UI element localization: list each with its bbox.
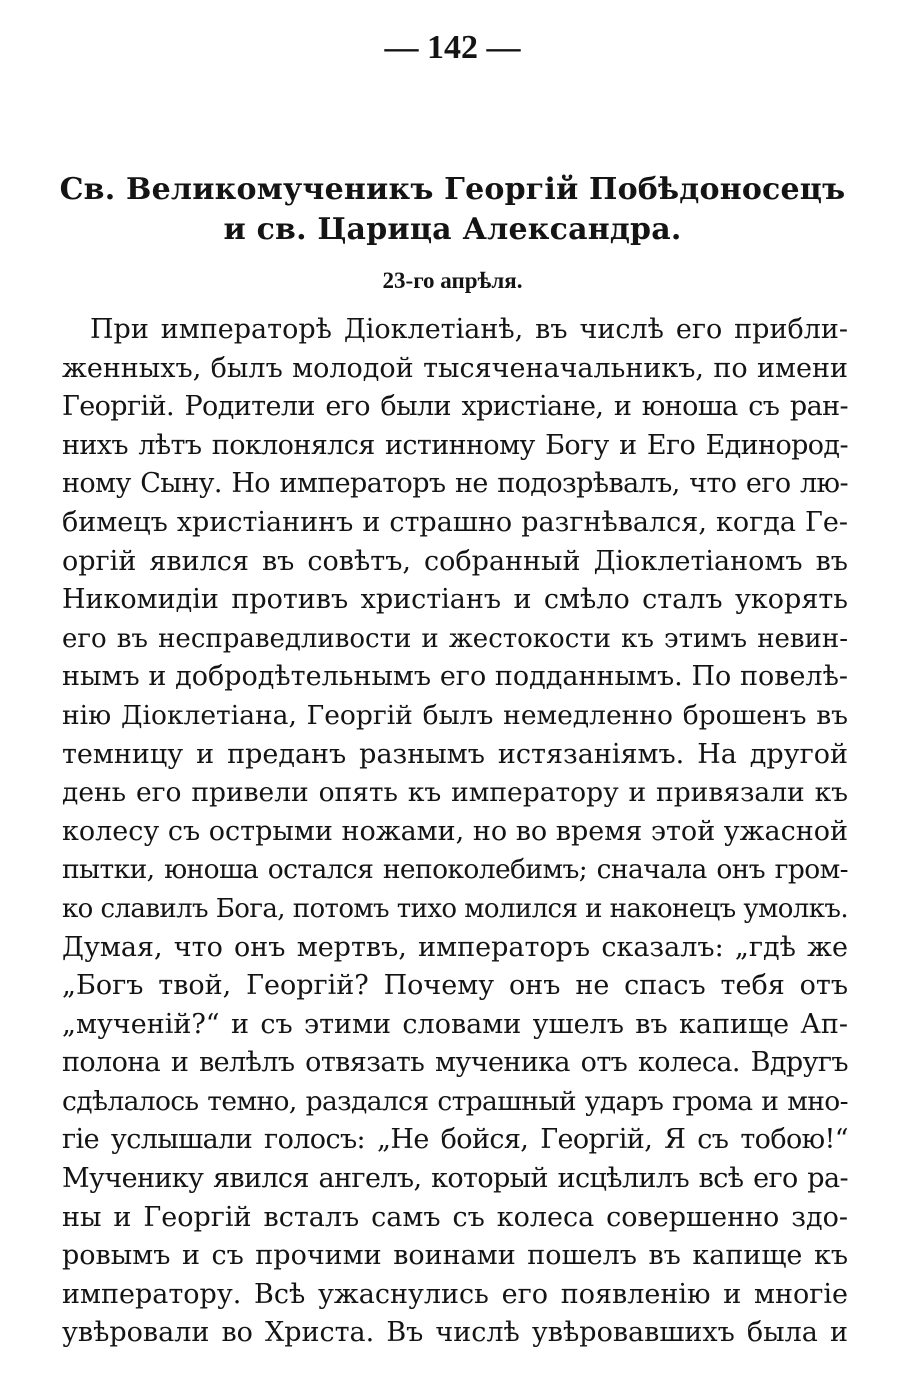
text-line: сдѣлалось темно, раздался страшный ударъ грома и мно- [62,1085,848,1117]
page-number: — 142 — [384,29,521,66]
chapter-title [40,170,865,250]
text-line: бимецъ христіанинъ и страшно разгнѣвался, когда Ге- [62,506,848,538]
text-line: ному Сыну. Но императоръ не подозрѣвалъ, что его лю- [62,468,848,500]
text-line: темницу и преданъ разнымъ истязаніямъ. На другой [62,738,848,770]
text-line: Думая, что онъ мертвъ, императоръ сказалъ: „гдѣ же [62,931,848,963]
text-line: „Богъ твой, Георгій? Почему онъ не спасъ тебя отъ [62,970,848,1002]
chapter-title-line: и св. Царица Александра. [223,212,682,247]
text-line: ко славилъ Бога, потомъ тихо молился и наконецъ умолкъ. [62,893,848,924]
text-line: „мученій?“ и съ этими словами ушелъ въ капище Ап- [62,1008,848,1040]
text-line: колесу съ острыми ножами, но во время этой ужасной [62,815,848,847]
text-line: пытки, юноша остался непоколебимъ; сначала онъ гром- [62,854,848,886]
text-line: оргій явился въ совѣтъ, собранный Діоклетіаномъ въ [62,545,848,577]
text-line: увѣровали во Христа. Въ числѣ увѣровавшихъ была и [62,1317,848,1349]
text-line: полона и велѣлъ отвязать мученика отъ колеса. Вдругъ [62,1047,848,1079]
text-line: нію Діоклетіана, Георгій былъ немедленно брошенъ въ [62,699,848,731]
text-line: гіе услышали голосъ: „Не бойся, Георгій, Я съ тобою!“ [62,1124,848,1156]
text-line: нымъ и добродѣтельнымъ его подданнымъ. По повелѣ- [62,661,848,693]
feast-date: 23-го апрѣля. [382,268,523,293]
text-line: ровымъ и съ прочими воинами пошелъ въ капище къ [62,1240,848,1272]
text-line: ны и Георгій всталъ самъ съ колеса совершенно здо- [62,1201,848,1233]
text-line: При императорѣ Діоклетіанѣ, въ числѣ его прибли- [90,314,848,345]
text-line: императору. Всѣ ужаснулись его появленію и многіе [62,1278,848,1310]
chapter-title-line: Св. Великомученикъ Георгій Побѣдоносецъ [59,172,846,207]
text-line: нихъ лѣтъ поклонялся истинному Богу и Его Единород- [62,429,848,461]
text-line: день его привели опять къ императору и привязали къ [62,777,848,809]
text-line: женныхъ, былъ молодой тысяченачальникъ, по имени [62,352,848,384]
text-line: его въ несправедливости и жестокости къ этимъ невин- [62,623,848,654]
text-line: Георгій. Родители его были христiане, и юноша съ ран- [62,391,848,423]
body-text [62,311,848,1353]
text-line: Мученику явился ангелъ, который исцѣлилъ всѣ его ра- [62,1163,848,1195]
text-line: Никомидіи противъ христіанъ и смѣло сталъ укорять [62,584,848,616]
